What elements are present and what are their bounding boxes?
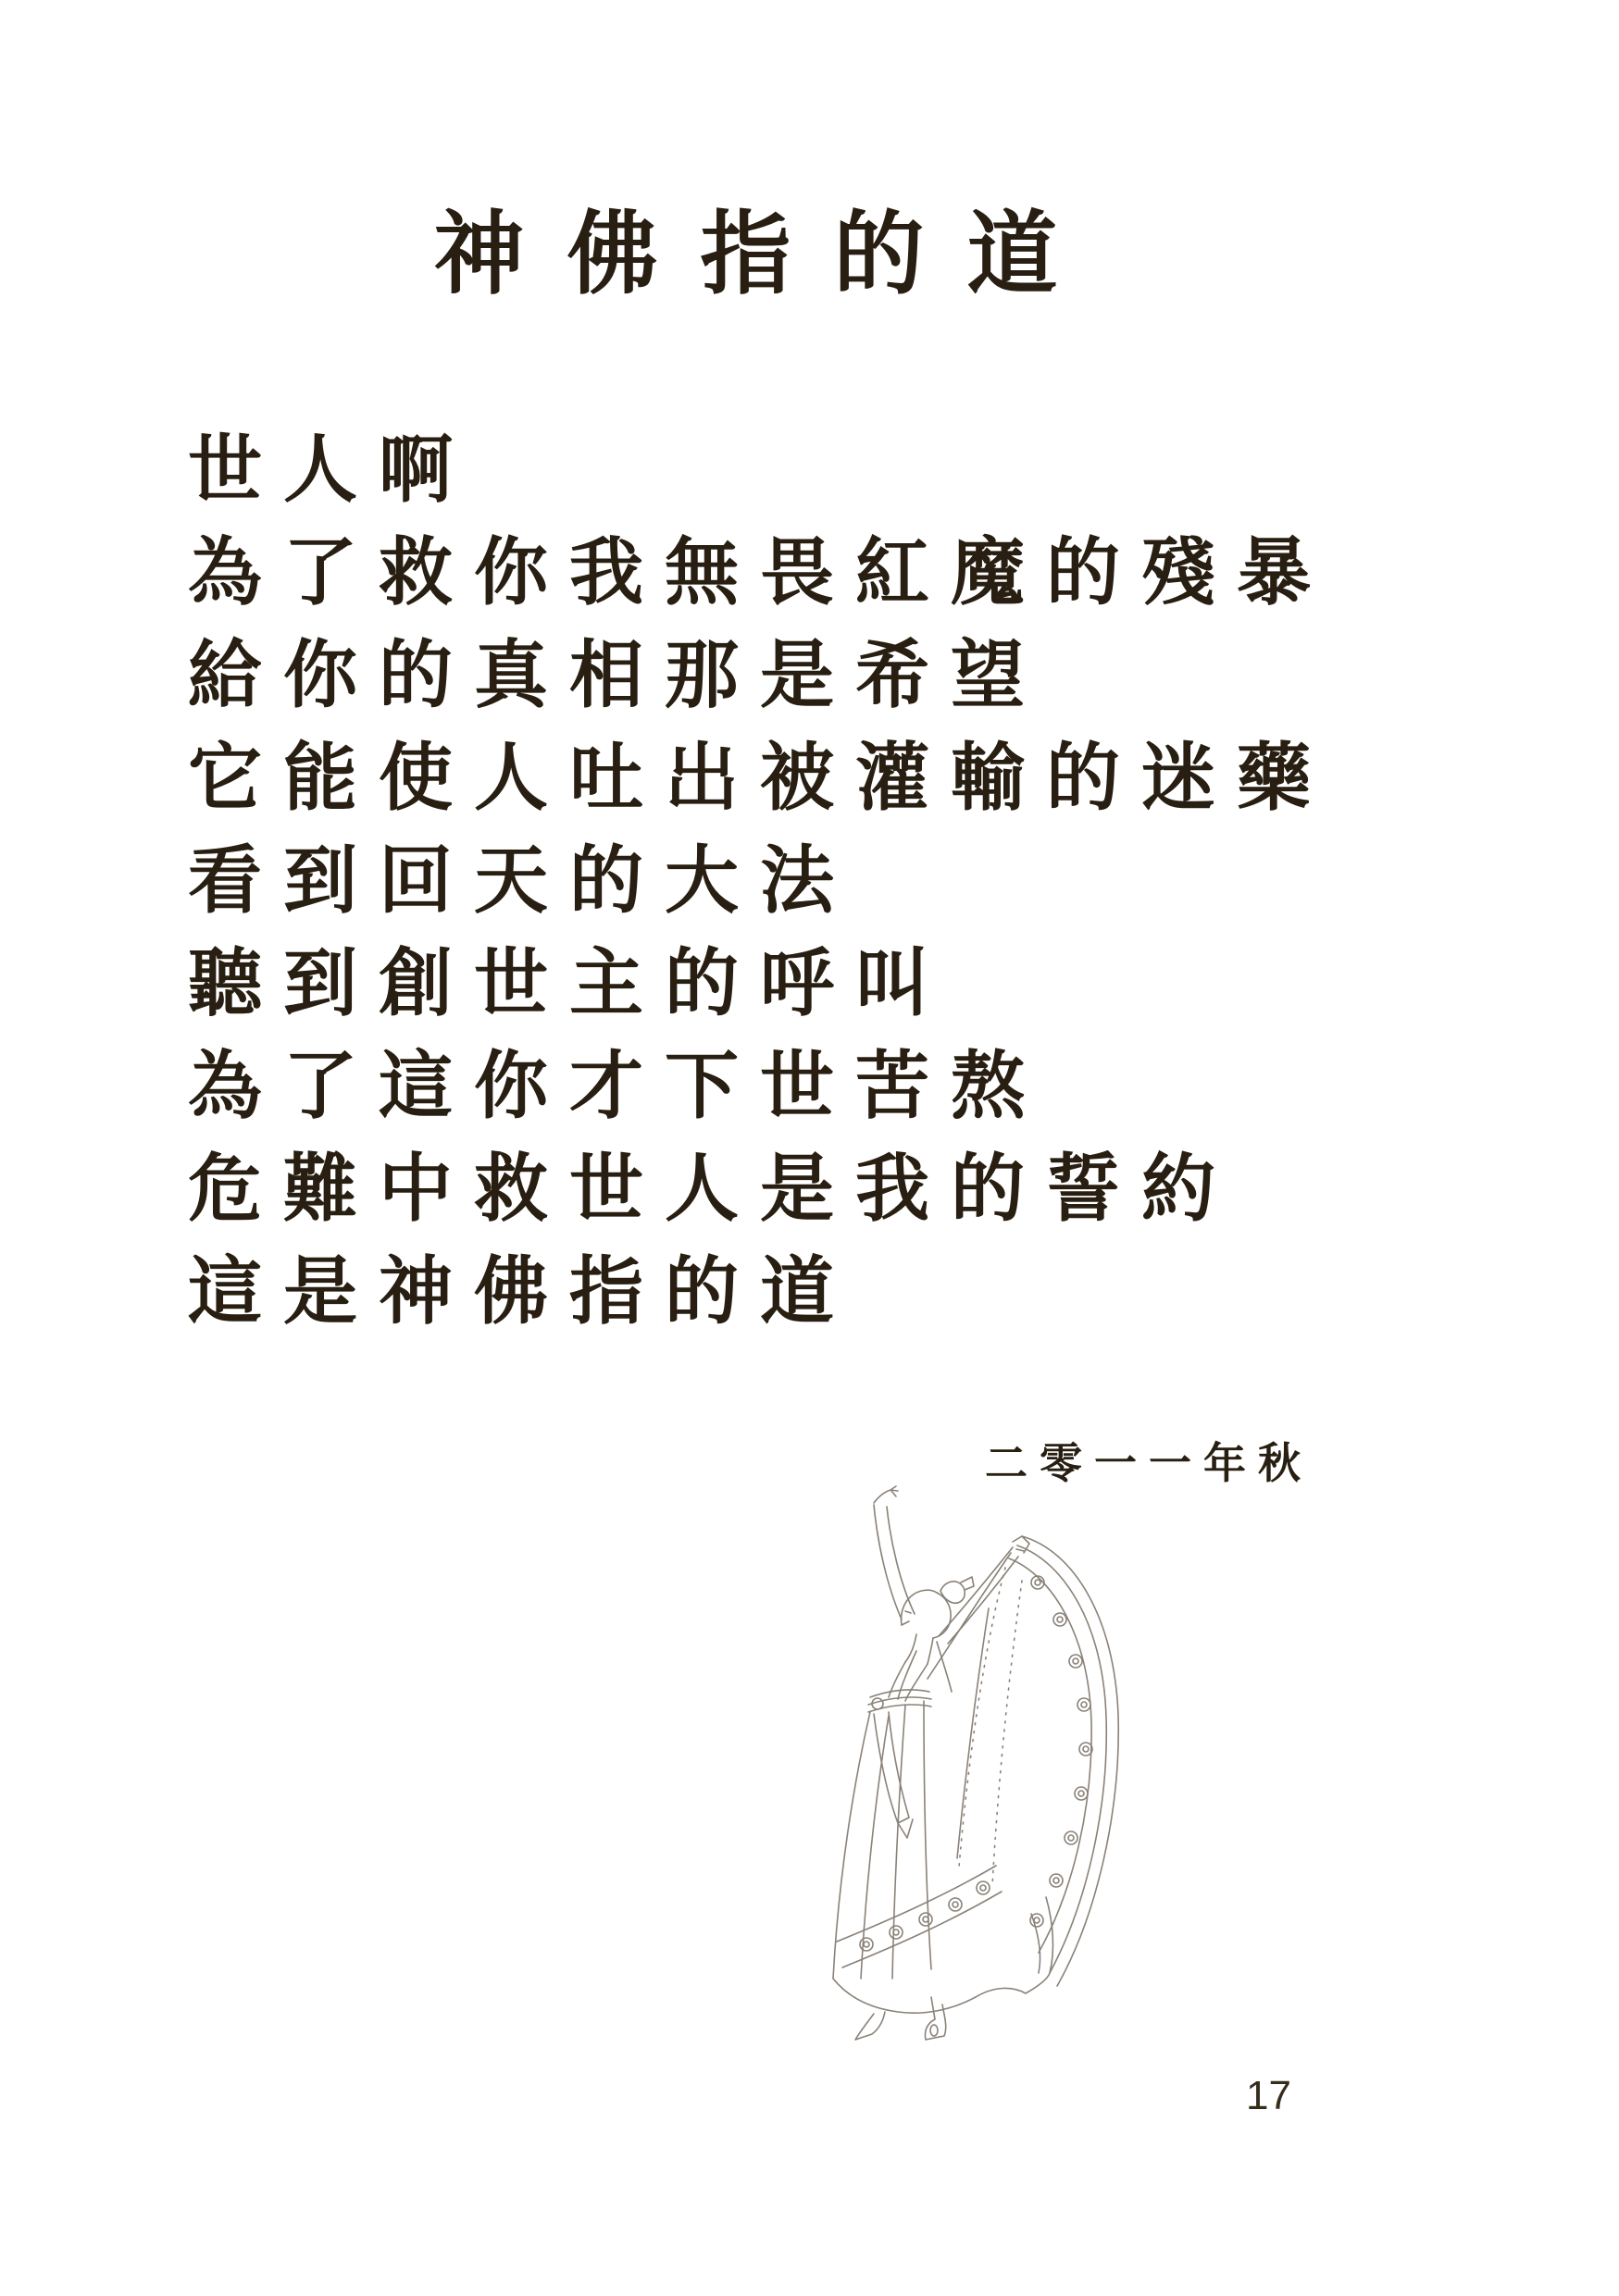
poem-line: 它能使人吐出被灌輸的迷藥 <box>188 735 1332 821</box>
poem-line: 聽到創世主的呼叫 <box>188 940 951 1026</box>
dancer-illustration <box>813 1479 1127 2057</box>
poem-date: 二零一一年秋 <box>985 1438 1313 1488</box>
poem-line: 為了這你才下世苦熬 <box>188 1043 1046 1129</box>
shawl-border-motifs <box>1030 1576 1092 1927</box>
poem-line: 給你的真相那是希望 <box>188 632 1046 718</box>
page-number: 17 <box>1246 2073 1291 2118</box>
poem-line: 看到回天的大法 <box>188 838 855 924</box>
page-title: 神佛指的道 <box>433 202 1101 307</box>
dancer-line-art <box>813 1479 1127 2057</box>
poem-line: 為了救你我無畏紅魔的殘暴 <box>188 529 1332 615</box>
poem-line: 危難中救世人是我的誓約 <box>188 1146 1237 1232</box>
poem-line: 世人啊 <box>188 427 474 513</box>
poem-body <box>188 418 1332 1343</box>
poem-line: 這是神佛指的道 <box>188 1248 855 1334</box>
skirt-border-motifs <box>860 1881 990 1951</box>
